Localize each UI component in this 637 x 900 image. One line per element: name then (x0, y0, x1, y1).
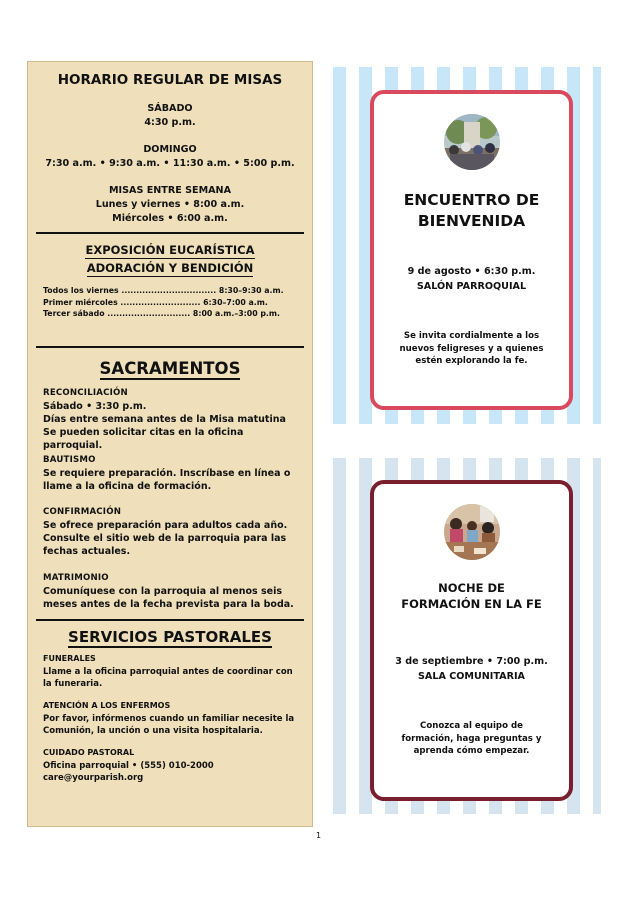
pastoral-care-email[interactable]: care@yourparish.org (43, 773, 144, 783)
reconciliation-line: Días entre semana antes de la Misa matutina (43, 414, 286, 425)
confirmation-line: Se ofrece preparación para adultos cada año. (43, 520, 288, 531)
event-2-desc-line: Conozca al equipo de (420, 721, 523, 731)
sick-care-label: ATENCIÓN A LOS ENFERMOS (43, 701, 171, 710)
baptism-label: BAUTISMO (43, 455, 96, 465)
exposition-row: Tercer sábado ............................ 8:00 a.m.–3:00 p.m. (43, 309, 280, 318)
event-2-card[interactable] (370, 480, 573, 801)
divider (36, 232, 304, 234)
sick-care-section (43, 700, 302, 738)
exposition-heading (28, 243, 312, 275)
event-2-photo (444, 504, 500, 560)
weekday-label: MISAS ENTRE SEMANA (109, 185, 231, 196)
event-2-desc-line: aprenda cómo empezar. (413, 746, 530, 756)
reconciliation-line: Se pueden solicitar citas en la oficina parroquial. (43, 427, 244, 451)
sunday-label: DOMINGO (143, 144, 197, 155)
pastoral-care-phone: Oficina parroquial • (555) 010-2000 (43, 760, 214, 771)
event-1-title-line: BIENVENIDA (417, 212, 526, 230)
event-2-details (374, 654, 569, 684)
saturday-label: SÁBADO (147, 103, 193, 114)
exposition-title-1: EXPOSICIÓN EUCARÍSTICA (85, 243, 255, 257)
sunday-block (28, 143, 312, 171)
page-number: 1 (315, 831, 322, 840)
marriage-section (43, 572, 302, 611)
event-2-title-line: NOCHE DE (438, 581, 505, 595)
funerals-section (43, 653, 302, 691)
funerals-line: Llame a la oficina parroquial antes de coordinar con (43, 666, 293, 677)
divider (36, 619, 304, 621)
saturday-time: 4:30 p.m. (144, 117, 196, 128)
confirmation-line: Consulte el sitio web de la parroquia para las (43, 533, 287, 544)
pastoral-care-section (43, 747, 302, 785)
event-1-title-line: ENCUENTRO DE (403, 191, 540, 209)
confirmation-line: fechas actuales. (43, 546, 131, 557)
reconciliation-label: RECONCILIACIÓN (43, 388, 128, 398)
exposition-title-2: ADORACIÓN Y BENDICIÓN (86, 261, 254, 275)
event-1-desc-line: Se invita cordialmente a los (403, 331, 540, 341)
event-1-place: SALÓN PARROQUIAL (416, 281, 527, 292)
event-2-desc-line: formación, haga preguntas y (401, 733, 542, 744)
event-1-description (386, 330, 557, 368)
divider (36, 346, 304, 348)
event-1-card[interactable] (370, 90, 573, 410)
pastoral-care-label: CUIDADO PASTORAL (43, 748, 135, 757)
reconciliation-section (43, 387, 302, 452)
event-2-description (386, 720, 557, 758)
event-2-title-line: FORMACIÓN EN LA FE (401, 597, 542, 611)
baptism-line: Se requiere preparación. Inscríbase en línea o (43, 468, 291, 479)
baptism-line: llame a la oficina de formación. (43, 481, 212, 492)
sick-care-line: Por favor, infórmenos cuando un familiar necesite la (43, 713, 295, 724)
event-2-title (374, 580, 569, 612)
exposition-row: Todos los viernes ................................ 8:30–9:30 a.m. (43, 286, 284, 295)
schedule-title: HORARIO REGULAR DE MISAS (57, 72, 283, 88)
sacraments-title: SACRAMENTOS (99, 359, 241, 378)
event-1-desc-line: nuevos feligreses y a quienes (399, 343, 544, 354)
event-1-desc-line: estén explorando la fe. (415, 356, 528, 366)
sunday-times: 7:30 a.m. • 9:30 a.m. • 11:30 a.m. • 5:00 p.m. (45, 158, 295, 169)
confirmation-section (43, 506, 302, 558)
saturday-block (28, 102, 312, 130)
pastoral-title: SERVICIOS PASTORALES (68, 628, 272, 646)
sick-care-line: Comunión, la unción o una visita hospitalaria. (43, 726, 263, 736)
event-2-place: SALA COMUNITARIA (418, 671, 525, 682)
reconciliation-line: Sábado • 3:30 p.m. (43, 401, 147, 412)
weekday-line-1: Lunes y viernes • 8:00 a.m. (95, 199, 245, 210)
confirmation-label: CONFIRMACIÓN (43, 507, 122, 517)
marriage-line: Comuníquese con la parroquia al menos seis (43, 586, 283, 597)
weekday-block (28, 184, 312, 226)
exposition-row: Primer miércoles ........................... 6:30–7:00 a.m. (43, 297, 268, 307)
funerals-line: la funeraria. (43, 679, 103, 689)
event-2-date: 3 de septiembre • 7:00 p.m. (395, 656, 548, 667)
mass-schedule-panel (27, 61, 313, 827)
baptism-section (43, 454, 302, 493)
event-1-photo (444, 114, 500, 170)
weekday-line-2: Miércoles • 6:00 a.m. (112, 213, 228, 224)
marriage-line: meses antes de la fecha prevista para la boda. (43, 599, 294, 610)
marriage-label: MATRIMONIO (43, 573, 109, 583)
event-1-title (374, 190, 569, 232)
event-1-date: 9 de agosto • 6:30 p.m. (407, 266, 536, 277)
event-1-details (374, 264, 569, 294)
funerals-label: FUNERALES (43, 654, 96, 663)
exposition-schedule (43, 285, 284, 320)
